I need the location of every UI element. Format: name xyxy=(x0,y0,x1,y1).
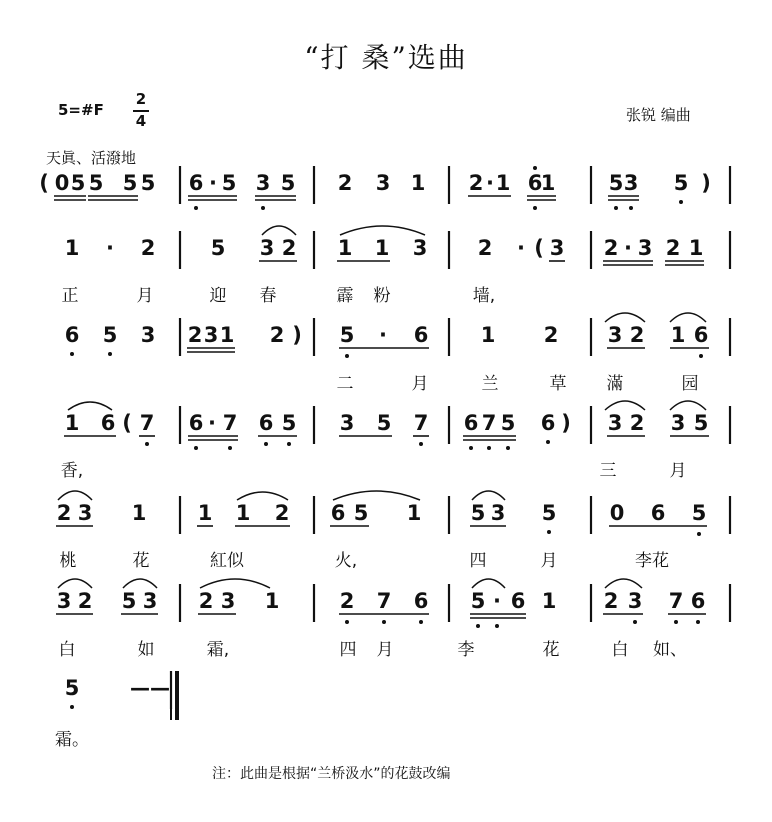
time-signature-bottom: 4 xyxy=(135,112,147,130)
note: ( xyxy=(534,236,544,260)
octave-dot-below xyxy=(633,620,637,624)
note: 5 xyxy=(541,501,557,525)
lyric: 如 xyxy=(137,640,155,660)
octave-dot-below xyxy=(145,442,149,446)
note: 1 xyxy=(235,501,251,525)
note: 6 xyxy=(188,411,204,435)
note: 2 xyxy=(56,501,72,525)
lyric: 正 xyxy=(61,286,79,306)
octave-dot-below xyxy=(495,624,499,628)
octave-dot-below xyxy=(108,352,112,356)
lyric: 园 xyxy=(681,374,699,394)
slur xyxy=(340,226,425,235)
note: 6 xyxy=(540,411,556,435)
note: 3 xyxy=(259,236,275,260)
note: · xyxy=(379,323,387,347)
octave-dot-below xyxy=(419,620,423,624)
note: 2 xyxy=(187,323,203,347)
note: 2 xyxy=(543,323,559,347)
lyric: 香, xyxy=(60,461,84,481)
note: 5 xyxy=(210,236,226,260)
note: 1 xyxy=(197,501,213,525)
note: 5 xyxy=(280,171,296,195)
note: 3 xyxy=(607,411,623,435)
note: 1 xyxy=(64,236,80,260)
note: 3 xyxy=(255,171,271,195)
note: 3 xyxy=(220,589,236,613)
note: 5 xyxy=(88,171,104,195)
octave-dot-below xyxy=(345,620,349,624)
octave-dot-below xyxy=(469,446,473,450)
note: 6 xyxy=(188,171,204,195)
lyric: 月 xyxy=(540,551,558,571)
note: 5 xyxy=(339,323,355,347)
note: 6 xyxy=(690,589,706,613)
slur xyxy=(605,313,645,322)
octave-dot-below xyxy=(264,442,268,446)
lyric: 花 xyxy=(542,640,560,660)
slur xyxy=(670,313,706,322)
lyric: 四 xyxy=(469,551,487,571)
note: 0 xyxy=(54,171,70,195)
slur xyxy=(472,491,505,500)
note: 3 xyxy=(490,501,506,525)
lyric: 墙, xyxy=(472,286,496,306)
note: 2 xyxy=(477,236,493,260)
note: 3 xyxy=(412,236,428,260)
octave-dot-below xyxy=(679,200,683,204)
note: 2 xyxy=(629,323,645,347)
note: 6 xyxy=(463,411,479,435)
note: ) xyxy=(292,323,302,347)
note: 6 xyxy=(510,589,526,613)
note: 1 xyxy=(495,171,511,195)
slur xyxy=(333,491,420,500)
note: 6 xyxy=(413,323,429,347)
note: 7 xyxy=(222,411,238,435)
note: 2 xyxy=(281,236,297,260)
note: 5 xyxy=(470,501,486,525)
slur xyxy=(200,579,270,588)
tempo-marking: 天眞、活潑地 xyxy=(46,149,137,167)
octave-dot-below xyxy=(696,620,700,624)
octave-dot-below xyxy=(629,206,633,210)
octave-dot-below xyxy=(70,705,74,709)
note: · xyxy=(493,589,501,613)
note: 5 xyxy=(122,171,138,195)
note: 2 xyxy=(603,589,619,613)
lyric: 紅似 xyxy=(210,551,244,571)
note: ) xyxy=(701,171,711,195)
octave-dot-below xyxy=(345,354,349,358)
lyric: 霹 xyxy=(336,286,354,306)
note: —— xyxy=(130,676,170,700)
note: ( xyxy=(122,411,132,435)
octave-dot-below xyxy=(533,206,537,210)
lyric: 月 xyxy=(136,286,154,306)
note: 6 xyxy=(330,501,346,525)
lyric: 兰 xyxy=(481,374,499,394)
note: 5 xyxy=(221,171,237,195)
note: 3 xyxy=(549,236,565,260)
lyric: 月 xyxy=(411,374,429,394)
note: 3 xyxy=(670,411,686,435)
slur xyxy=(68,402,112,410)
octave-dot-below xyxy=(261,206,265,210)
note: · xyxy=(624,236,632,260)
composer-credit: 张锐 编曲 xyxy=(626,106,691,124)
note: 3 xyxy=(339,411,355,435)
slur xyxy=(58,579,92,588)
note: 6 xyxy=(100,411,116,435)
octave-dot-below xyxy=(287,442,291,446)
lyric: 四 xyxy=(339,640,357,660)
note: 5 xyxy=(353,501,369,525)
lyric: 桃 xyxy=(59,551,77,571)
note: 3 xyxy=(140,323,156,347)
note: 6 xyxy=(413,589,429,613)
note: · xyxy=(486,171,494,195)
lyric: 粉 xyxy=(373,286,391,306)
note: 1 xyxy=(264,589,280,613)
octave-dot-below xyxy=(228,446,232,450)
note: 6 xyxy=(527,171,543,195)
note: 2 xyxy=(198,589,214,613)
lyric: 草 xyxy=(549,374,567,394)
octave-dot-below xyxy=(546,440,550,444)
note: 3 xyxy=(375,171,391,195)
note: 1 xyxy=(64,411,80,435)
note: 5 xyxy=(70,171,86,195)
page-title: “打 桑”选曲 xyxy=(304,41,468,74)
lyric: 春 xyxy=(259,286,277,306)
slur xyxy=(605,401,645,410)
lyric: 李 xyxy=(457,640,475,660)
lyric: 白 xyxy=(58,640,76,660)
octave-dot-below xyxy=(697,532,701,536)
note: 5 xyxy=(64,676,80,700)
slur xyxy=(472,579,505,588)
note: 1 xyxy=(219,323,235,347)
note: 3 xyxy=(637,236,653,260)
note: 6 xyxy=(650,501,666,525)
note: 1 xyxy=(406,501,422,525)
note: 6 xyxy=(258,411,274,435)
lyric: 花 xyxy=(132,551,150,571)
note: 0 xyxy=(609,501,625,525)
note: 5 xyxy=(693,411,709,435)
slur xyxy=(262,226,296,235)
note: 5 xyxy=(121,589,137,613)
note: 6 xyxy=(693,323,709,347)
slur xyxy=(670,401,706,410)
note: 2 xyxy=(665,236,681,260)
note: 2 xyxy=(629,411,645,435)
lyric: 月 xyxy=(669,461,687,481)
note: ) xyxy=(561,411,571,435)
lyric: 火, xyxy=(334,551,358,571)
note: 7 xyxy=(413,411,429,435)
note: 5 xyxy=(608,171,624,195)
note: 2 xyxy=(269,323,285,347)
note: 1 xyxy=(480,323,496,347)
note: 5 xyxy=(691,501,707,525)
octave-dot-below xyxy=(674,620,678,624)
lyric: 霜。 xyxy=(55,730,89,750)
note: 7 xyxy=(668,589,684,613)
octave-dot-below xyxy=(699,354,703,358)
slur xyxy=(237,492,288,500)
note: 1 xyxy=(374,236,390,260)
slur xyxy=(605,579,642,588)
octave-dot-below xyxy=(194,206,198,210)
note: 3 xyxy=(623,171,639,195)
note: 1 xyxy=(541,589,557,613)
octave-dot-below xyxy=(487,446,491,450)
lyric: 白 xyxy=(611,640,629,660)
lyric: 月 xyxy=(376,640,394,660)
octave-dot-below xyxy=(506,446,510,450)
note: 2 xyxy=(603,236,619,260)
octave-dot-below xyxy=(419,442,423,446)
note: 7 xyxy=(376,589,392,613)
footnote: 注：此曲是根据“兰桥汲水”的花鼓改编 xyxy=(212,766,451,782)
slur xyxy=(123,579,157,588)
note: 2 xyxy=(337,171,353,195)
note: ( xyxy=(39,171,49,195)
note: 3 xyxy=(56,589,72,613)
note: 3 xyxy=(607,323,623,347)
octave-dot-below xyxy=(70,352,74,356)
note: 1 xyxy=(410,171,426,195)
note: 2 xyxy=(140,236,156,260)
octave-dot-below xyxy=(382,620,386,624)
lyric: 李花 xyxy=(635,551,669,571)
note: 2 xyxy=(274,501,290,525)
note: 2 xyxy=(77,589,93,613)
note: 1 xyxy=(688,236,704,260)
lyric: 迎 xyxy=(209,286,227,306)
lyric: 霜, xyxy=(206,640,230,660)
octave-dot-below xyxy=(614,206,618,210)
note: · xyxy=(517,236,525,260)
lyric: 如、 xyxy=(653,640,687,660)
note: 3 xyxy=(627,589,643,613)
note: 5 xyxy=(470,589,486,613)
note: 5 xyxy=(140,171,156,195)
note: 5 xyxy=(281,411,297,435)
octave-dot-below xyxy=(476,624,480,628)
key-signature: 5=#F xyxy=(58,101,104,119)
note: 3 xyxy=(203,323,219,347)
note: 1 xyxy=(540,171,556,195)
note: 1 xyxy=(670,323,686,347)
note: 2 xyxy=(339,589,355,613)
note: 2 xyxy=(468,171,484,195)
note: 3 xyxy=(142,589,158,613)
note: 5 xyxy=(376,411,392,435)
slur xyxy=(58,491,92,500)
note: · xyxy=(106,236,114,260)
note: · xyxy=(209,171,217,195)
octave-dot-above xyxy=(533,166,537,170)
note: 7 xyxy=(139,411,155,435)
note: 5 xyxy=(500,411,516,435)
note: · xyxy=(208,411,216,435)
note: 5 xyxy=(673,171,689,195)
note: 1 xyxy=(337,236,353,260)
lyric: 滿 xyxy=(606,374,624,394)
time-signature-top: 2 xyxy=(135,90,147,108)
note: 6 xyxy=(64,323,80,347)
note: 7 xyxy=(481,411,497,435)
note: 5 xyxy=(102,323,118,347)
lyric: 二 xyxy=(336,374,354,394)
lyric: 三 xyxy=(599,461,617,481)
octave-dot-below xyxy=(547,530,551,534)
note: 3 xyxy=(77,501,93,525)
octave-dot-below xyxy=(194,446,198,450)
note: 1 xyxy=(131,501,147,525)
